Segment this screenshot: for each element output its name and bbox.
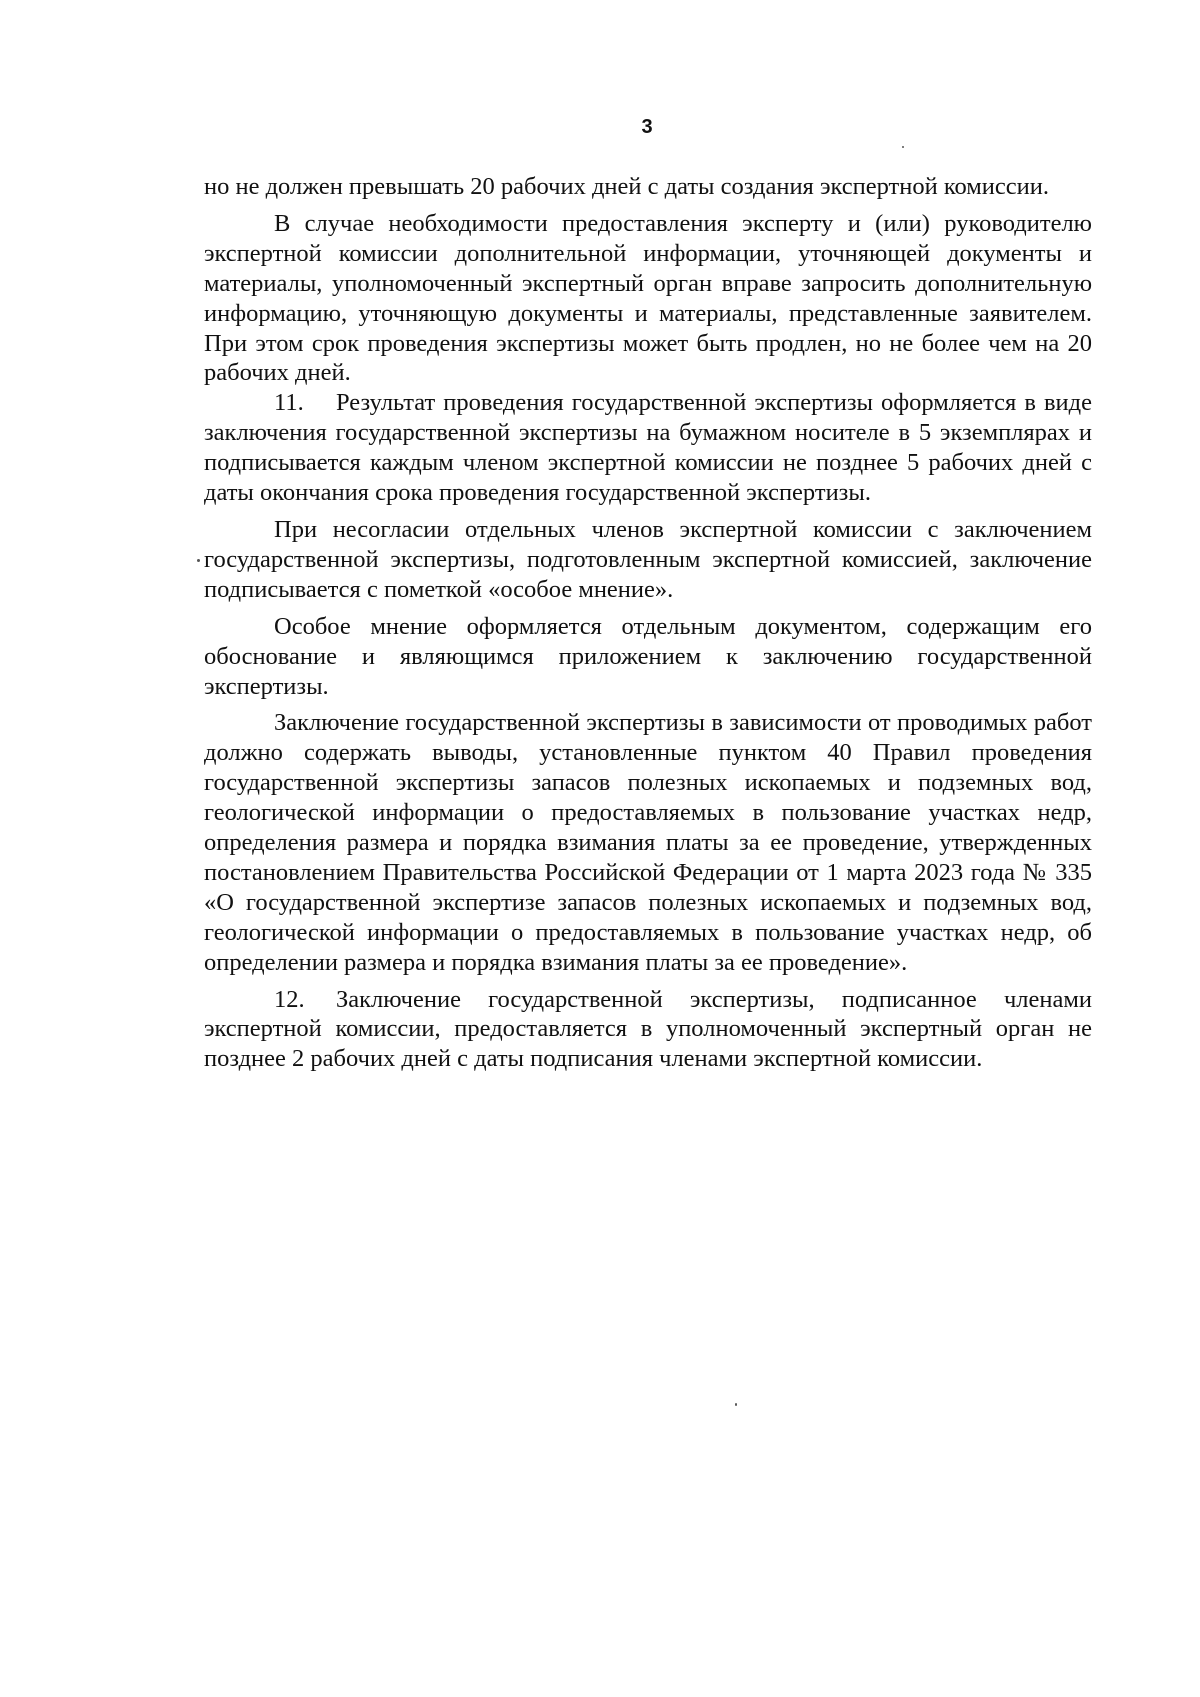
paragraph-text: При несогласии отдельных членов экспертной комиссии с заключением государственной экспертизы, подготовленным экспертной комиссией, заключение подписывается с пометкой «особое мнение». bbox=[204, 515, 1092, 603]
paragraph-text: Заключение государственной экспертизы, подписанное членами экспертной комиссии, предоставляется в уполномоченный экспертный орган не позднее 2 рабочих дней с даты подписания членами экспертной комиссии. bbox=[204, 985, 1092, 1073]
document-body bbox=[204, 172, 1092, 1074]
clause-11 bbox=[204, 388, 1092, 508]
paragraph-conclusion-content bbox=[204, 708, 1092, 977]
paragraph-additional-info bbox=[204, 209, 1092, 388]
clause-number: 12. bbox=[274, 985, 305, 1013]
scan-speck bbox=[197, 559, 200, 562]
clause-12 bbox=[204, 985, 1092, 1075]
paragraph-text: В случае необходимости предоставления эксперту и (или) руководителю экспертной комиссии дополнительной информации, уточняющей документы и материалы, уполномоченный экспертный орган вправе запросить дополнительную информацию, уточняющую документы и материалы, представленные заявителем. При этом срок проведения экспертизы может быть продлен, но не более чем на 20 рабочих дней. bbox=[204, 209, 1092, 387]
clause-number: 11. bbox=[274, 389, 304, 417]
paragraph-special-opinion bbox=[204, 612, 1092, 702]
paragraph-text: Заключение государственной экспертизы в зависимости от проводимых работ должно содержать выводы, установленные пунктом 40 Правил проведения государственной экспертизы запасов полезных ископаемых и подземных вод, геологической информации о предоставляемых в пользование участках недр, определения размера и порядка взимания платы за ее проведение, утвержденных постановлением Правительства Российской Федерации от 1 марта 2023 года № 335 «О государственной экспертизе запасов полезных ископаемых и подземных вод, геологической информации о предоставляемых в пользование участках недр, об определении размера и порядка взимания платы за ее проведение». bbox=[204, 709, 1092, 976]
scan-speck bbox=[902, 146, 904, 148]
paragraph-text: но не должен превышать 20 рабочих дней с даты создания экспертной комиссии. bbox=[204, 173, 1049, 200]
paragraph-continuation bbox=[204, 172, 1092, 202]
paragraph-text: Особое мнение оформляется отдельным документом, содержащим его обоснование и являющимся приложением к заключению государственной экспертизы. bbox=[204, 612, 1092, 700]
paragraph-text: Результат проведения государственной экспертизы оформляется в виде заключения государственной экспертизы на бумажном носителе в 5 экземплярах и подписывается каждым членом экспертной комиссии не позднее 5 рабочих дней с даты окончания срока проведения государственной экспертизы. bbox=[204, 389, 1092, 507]
paragraph-disagreement bbox=[204, 515, 1092, 605]
scan-speck bbox=[735, 1403, 737, 1406]
page-number: 3 bbox=[641, 116, 653, 138]
